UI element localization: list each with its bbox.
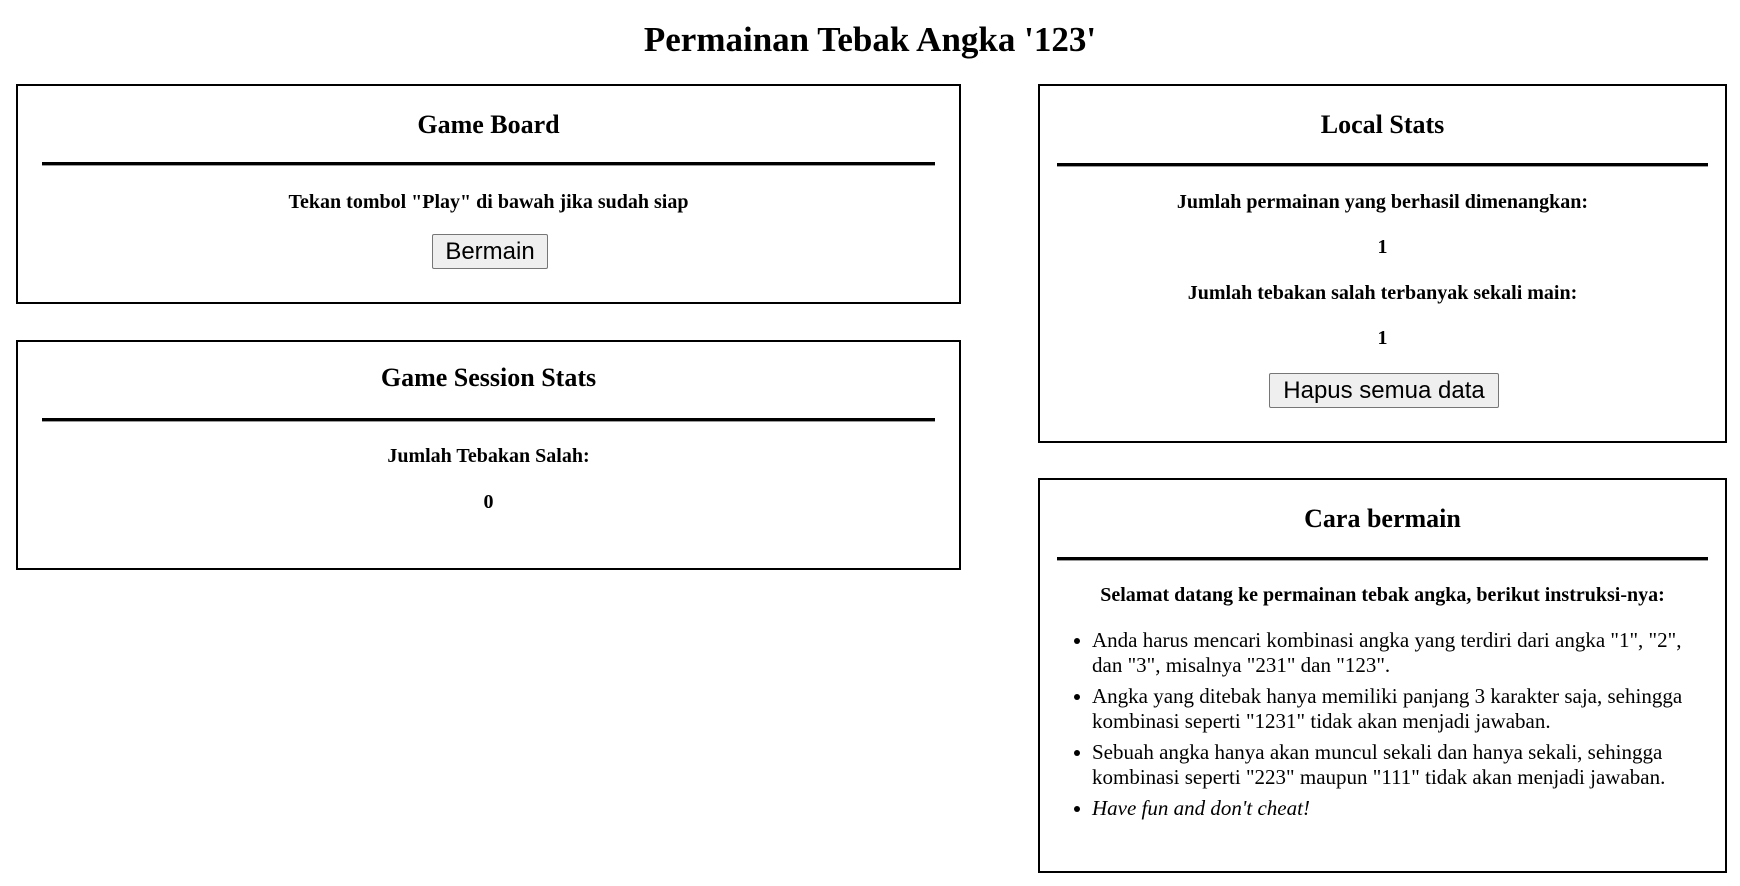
clear-data-button[interactable]: Hapus semua data xyxy=(1269,373,1499,408)
session-stats-panel xyxy=(16,340,961,570)
wins-value: 1 xyxy=(1377,236,1388,258)
rule-item: Sebuah angka hanya akan muncul sekali dan hanya sekali, sehingga kombinasi seperti "223" maupun "111" tidak akan menjadi jawaban. xyxy=(1092,740,1725,790)
wins-label: Jumlah permainan yang berhasil dimenangkan: xyxy=(1176,191,1589,213)
wrong-guesses-value: 0 xyxy=(483,491,494,513)
rules-list xyxy=(1040,628,1725,827)
play-button[interactable]: Bermain xyxy=(432,234,548,269)
page-title: Permainan Tebak Angka '123' xyxy=(643,20,1097,59)
rule-item: Anda harus mencari kombinasi angka yang terdiri dari angka "1", "2", dan "3", misalnya "231" dan "123". xyxy=(1092,628,1725,678)
max-wrong-value: 1 xyxy=(1377,327,1388,349)
game-board-panel xyxy=(16,84,961,304)
game-board-title: Game Board xyxy=(417,110,560,139)
divider xyxy=(1057,163,1708,166)
how-to-play-intro: Selamat datang ke permainan tebak angka, berikut instruksi-nya: xyxy=(1100,584,1665,606)
how-to-play-panel xyxy=(1038,478,1727,873)
local-stats-panel xyxy=(1038,84,1727,443)
divider xyxy=(42,418,935,421)
divider xyxy=(42,162,935,165)
wrong-guesses-label: Jumlah Tebakan Salah: xyxy=(387,445,590,467)
divider xyxy=(1057,557,1708,560)
how-to-play-title: Cara bermain xyxy=(1304,504,1461,533)
session-stats-title: Game Session Stats xyxy=(380,363,597,392)
rule-item: Angka yang ditebak hanya memiliki panjang 3 karakter saja, sehingga kombinasi seperti "1231" tidak akan menjadi jawaban. xyxy=(1092,684,1725,734)
local-stats-title: Local Stats xyxy=(1320,110,1445,139)
rule-item-closing: Have fun and don't cheat! xyxy=(1092,796,1725,821)
play-prompt: Tekan tombol "Play" di bawah jika sudah siap xyxy=(288,191,689,213)
max-wrong-label: Jumlah tebakan salah terbanyak sekali main: xyxy=(1187,282,1578,304)
